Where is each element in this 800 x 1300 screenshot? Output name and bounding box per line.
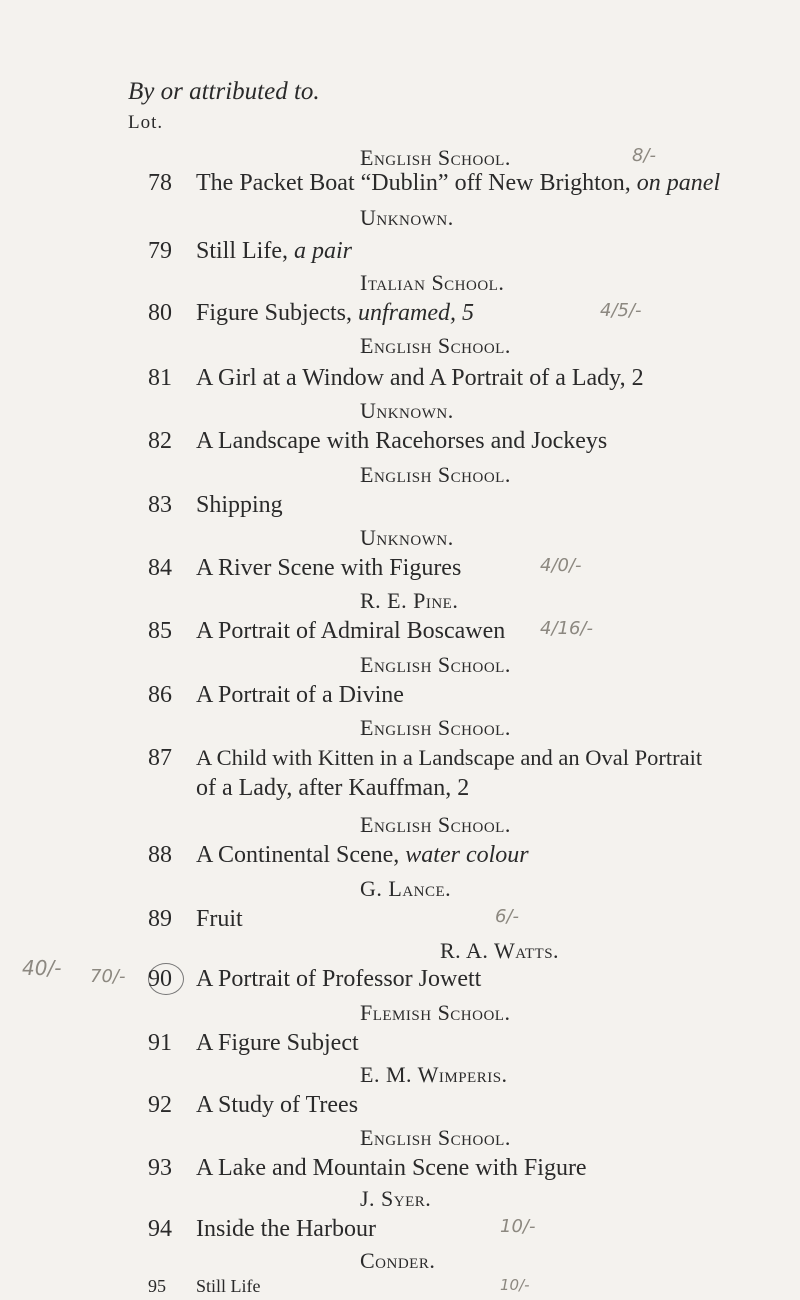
- lot-number: 94: [148, 1216, 172, 1242]
- margin-pencil-note: 40/-: [22, 956, 62, 980]
- lot-number: 92: [148, 1092, 172, 1118]
- pencil-price-note: 8/-: [632, 145, 657, 166]
- lot-title: A Figure Subject: [196, 1030, 359, 1056]
- pencil-price-note: 4/16/-: [540, 618, 593, 639]
- pencil-price-note: 10/-: [500, 1216, 536, 1237]
- lot-title: A Lake and Mountain Scene with Figure: [196, 1155, 587, 1181]
- lot-attribution: E. M. Wimperis.: [360, 1062, 508, 1087]
- lot-title: Still Life: [196, 1276, 261, 1296]
- lot-number: 82: [148, 428, 172, 454]
- lot-attribution: English School.: [360, 462, 511, 487]
- lot-number: 80: [148, 300, 172, 326]
- lot-number: 93: [148, 1155, 172, 1181]
- lot-title: A River Scene with Figures: [196, 555, 462, 581]
- lot-number: 84: [148, 555, 172, 581]
- lot-number: 81: [148, 365, 172, 391]
- lot-title: Fruit: [196, 906, 243, 932]
- lot-attribution: English School.: [360, 145, 511, 170]
- lot-attribution: Unknown.: [360, 205, 454, 230]
- page-header: By or attributed to.: [128, 78, 320, 105]
- lot-title: A Portrait of a Divine: [196, 682, 404, 708]
- lot-attribution: Unknown.: [360, 525, 454, 550]
- lot-title: The Packet Boat “Dublin” off New Brighton, on panel: [196, 170, 721, 196]
- lot-title: A Landscape with Racehorses and Jockeys: [196, 428, 608, 454]
- lot-title: Shipping: [196, 492, 283, 518]
- lot-number: 87: [148, 745, 172, 771]
- lot-attribution: English School.: [360, 333, 511, 358]
- lot-title: Figure Subjects, unframed, 5: [196, 300, 474, 326]
- lot-attribution: Unknown.: [360, 398, 454, 423]
- pencil-price-note: 70/-: [90, 966, 126, 987]
- lot-number: 90: [148, 966, 172, 992]
- lot-title: A Child with Kitten in a Landscape and an Oval Portrait: [196, 745, 703, 770]
- pencil-price-note: 4/5/-: [600, 300, 642, 321]
- lot-title: A Girl at a Window and A Portrait of a Lady, 2: [196, 365, 644, 391]
- lot-number: 79: [148, 238, 172, 264]
- lot-number: 83: [148, 492, 172, 518]
- lot-attribution: J. Syer.: [360, 1186, 432, 1211]
- lot-title: A Portrait of Admiral Boscawen: [196, 618, 506, 644]
- lot-attribution: English School.: [360, 1125, 511, 1150]
- lot-attribution: English School.: [360, 715, 511, 740]
- lot-number: 89: [148, 906, 172, 932]
- lot-number: 85: [148, 618, 172, 644]
- pencil-price-note: 6/-: [495, 906, 520, 927]
- lot-number: 86: [148, 682, 172, 708]
- lot-title: Still Life, a pair: [196, 238, 353, 264]
- lot-attribution: Italian School.: [360, 270, 505, 295]
- lot-number: 78: [148, 170, 172, 196]
- lot-attribution: Conder.: [360, 1248, 436, 1273]
- pencil-price-note: 10/-: [500, 1276, 530, 1294]
- lot-number: 88: [148, 842, 172, 868]
- lot-attribution: English School.: [360, 812, 511, 837]
- lot-title-continued: of a Lady, after Kauffman, 2: [196, 775, 470, 801]
- lot-title: A Study of Trees: [196, 1092, 359, 1118]
- lot-title: Inside the Harbour: [196, 1216, 376, 1242]
- lot-title: A Continental Scene, water colour: [196, 842, 529, 868]
- lot-number: 91: [148, 1030, 172, 1056]
- lot-attribution: English School.: [360, 652, 511, 677]
- lot-column-label: Lot.: [128, 112, 164, 133]
- lot-attribution: G. Lance.: [360, 876, 452, 901]
- lot-attribution: R. A. Watts.: [440, 938, 560, 963]
- lot-number: 95: [148, 1276, 166, 1296]
- lot-attribution: Flemish School.: [360, 1000, 511, 1025]
- lot-attribution: R. E. Pine.: [360, 588, 459, 613]
- pencil-price-note: 4/0/-: [540, 555, 582, 576]
- lot-title: A Portrait of Professor Jowett: [196, 966, 482, 992]
